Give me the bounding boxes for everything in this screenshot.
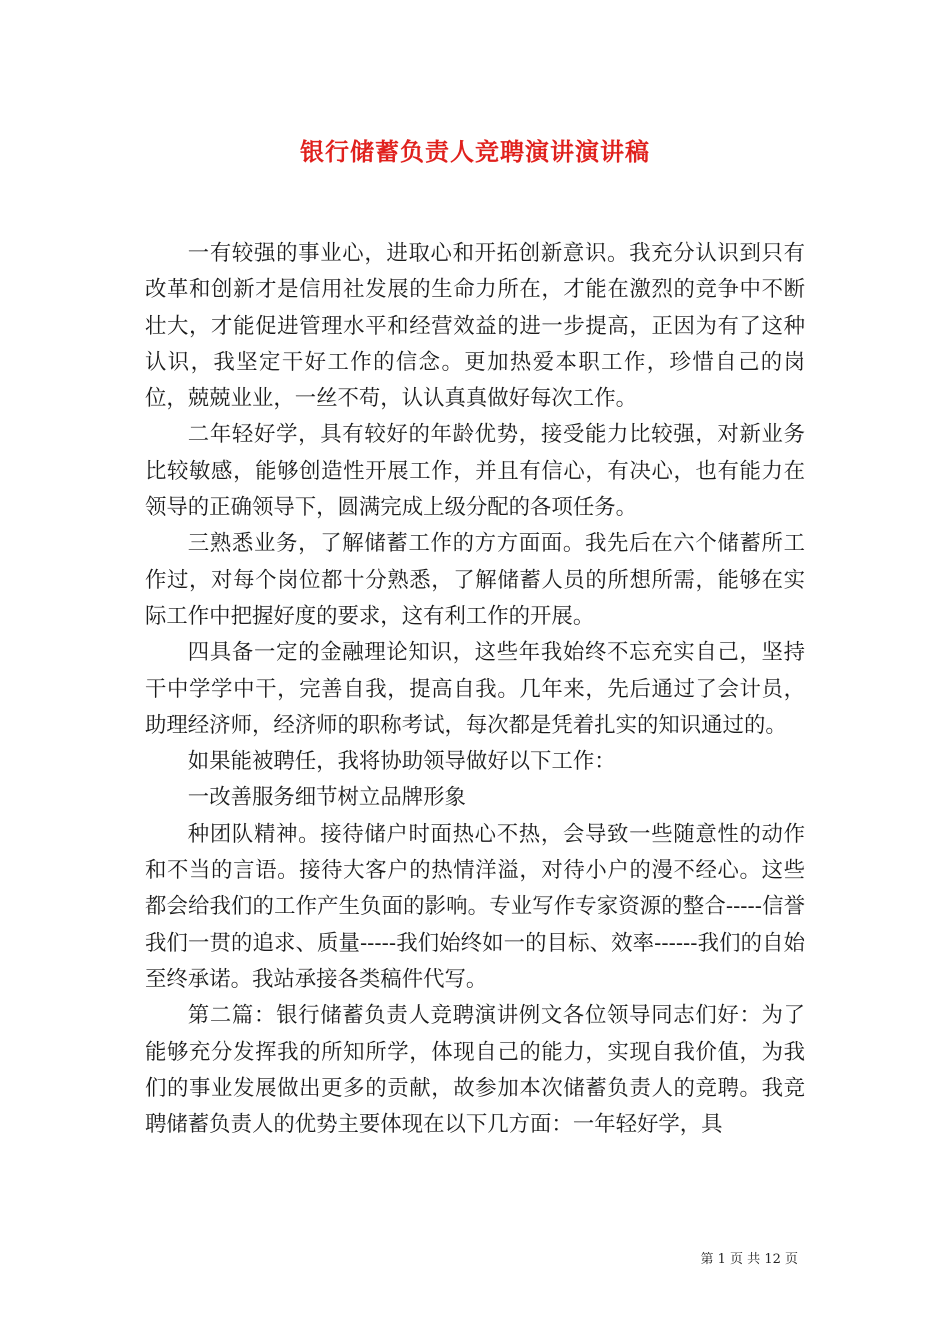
page-number: 第 1 页 共 12 页 (700, 1252, 798, 1267)
paragraph-5: 如果能被聘任，我将协助领导做好以下工作： (187, 749, 616, 775)
paragraph-3: 三熟悉业务，了解储蓄工作的方方面面。我先后在六个储蓄所工作过，对每个岗位都十分熟悉，了解储蓄人员的所想所需，能够在实际工作中把握好度的要求，这有利工作的开展。 (145, 531, 805, 629)
paragraph-2: 二年轻好学，具有较好的年龄优势，接受能力比较强，对新业务比较敏感，能够创造性开展工作，并且有信心，有决心，也有能力在领导的正确领导下，圆满完成上级分配的各项任务。 (145, 422, 805, 521)
paragraph-1: 一有较强的事业心，进取心和开拓创新意识。我充分认识到只有改革和创新才是信用社发展的生命力所在，才能在激烈的竞争中不断壮大，才能促进管理水平和经营效益的进一步提高，正因为有了这种认识，我坚定干好工作的信念。更加热爱本职工作，珍惜自己的岗位，兢兢业业，一丝不苟，认认真真做好每次工作。 (145, 241, 805, 412)
document-body (145, 236, 805, 1143)
paragraph-8: 第二篇：银行储蓄负责人竞聘演讲例文各位领导同志们好：为了能够充分发挥我的所知所学，体现自己的能力，实现自我价值，为我们的事业发展做出更多的贡献，故参加本次储蓄负责人的竞聘。我竞聘储蓄负责人的优势主要体现在以下几方面：一年轻好学，具 (145, 1003, 805, 1138)
paragraph-7: 种团队精神。接待储户时面热心不热，会导致一些随意性的动作和不当的言语。接待大客户的热情洋溢，对待小户的漫不经心。这些都会给我们的工作产生负面的影响。专业写作专家资源的整合-----信誉我们一贯的追求、质量-----我们始终如一的目标、效率------我们的自始至终承诺。我站承接各类稿件代写。 (145, 821, 805, 992)
paragraph-6: 一改善服务细节树立品牌形象 (187, 785, 466, 811)
paragraph-4: 四具备一定的金融理论知识，这些年我始终不忘充实自己，坚持干中学学中干，完善自我，提高自我。几年来，先后通过了会计员，助理经济师，经济师的职称考试，每次都是凭着扎实的知识通过的。 (145, 640, 805, 738)
page-title: 银行储蓄负责人竞聘演讲演讲稿 (300, 137, 650, 166)
